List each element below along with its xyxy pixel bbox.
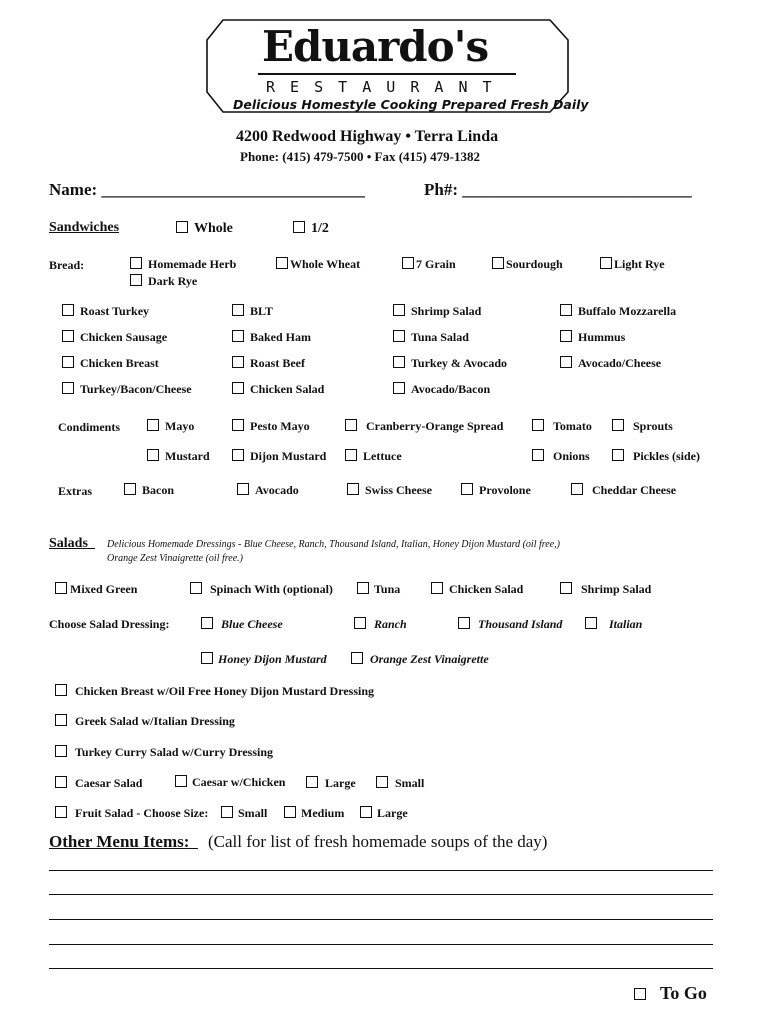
condiment-option[interactable]: Mustard [147, 449, 210, 464]
phone-fax: Phone: (415) 479-7500 • Fax (415) 479-1382 [240, 149, 480, 164]
extra-option[interactable]: Bacon [124, 483, 174, 498]
half-option[interactable]: 1/2 [293, 221, 329, 237]
checkbox[interactable] [293, 221, 305, 233]
salads-heading: Salads [49, 536, 88, 551]
dressing-option[interactable]: Orange Zest Vinaigrette [351, 652, 489, 667]
write-in-line[interactable] [49, 870, 713, 871]
other-items-note: (Call for list of fresh homemade soups of the day) [208, 832, 548, 851]
logo-rule [258, 73, 516, 75]
sandwich-item[interactable]: Avocado/Cheese [560, 356, 661, 371]
logo-sub: R E S T A U R A N T [266, 78, 495, 96]
sandwiches-heading: Sandwiches [49, 220, 120, 235]
extras-label: Extras [58, 484, 92, 498]
sandwich-item[interactable]: Roast Turkey [62, 304, 149, 319]
sandwich-item[interactable]: Turkey & Avocado [393, 356, 507, 371]
bread-option[interactable]: Dark Rye [130, 274, 197, 289]
bread-option[interactable]: 7 Grain [402, 257, 456, 272]
caesar-option[interactable]: Caesar Salad [55, 776, 142, 791]
size-option[interactable]: Large [306, 776, 356, 791]
condiment-option[interactable]: Lettuce [345, 449, 402, 464]
write-in-line[interactable] [49, 944, 713, 945]
sandwich-item[interactable]: Chicken Salad [232, 382, 324, 397]
dressing-label: Choose Salad Dressing: [49, 617, 170, 631]
other-items-heading: Other Menu Items: [49, 832, 190, 851]
sandwich-item[interactable]: Buffalo Mozzarella [560, 304, 676, 319]
write-in-line[interactable] [49, 968, 713, 969]
whole-option[interactable]: Whole [176, 221, 233, 237]
condiment-option[interactable]: Mayo [147, 419, 194, 434]
bread-option[interactable]: Homemade Herb [130, 257, 236, 272]
dressings-note: Delicious Homemade Dressings - Blue Cheese, Ranch, Thousand Island, Italian, Honey Dijon Mustard (oil free,) [107, 539, 560, 550]
condiment-option[interactable]: Onions [532, 449, 590, 464]
dressings-note: Orange Zest Vinaigrette (oil free.) [107, 553, 243, 564]
fruit-salad-option[interactable]: Fruit Salad - Choose Size: [55, 806, 208, 821]
dressing-option[interactable]: Ranch [354, 617, 407, 632]
phone-field[interactable]: Ph#: ___________________________ [424, 180, 692, 199]
salad-type[interactable]: Spinach With (optional) [190, 582, 333, 597]
to-go-option[interactable]: To Go [634, 983, 707, 1004]
extra-option[interactable]: Avocado [237, 483, 299, 498]
extra-option[interactable]: Swiss Cheese [347, 483, 432, 498]
size-option[interactable]: Small [376, 776, 424, 791]
condiments-label: Condiments [58, 420, 121, 434]
size-option[interactable]: Medium [284, 806, 344, 821]
dressing-option[interactable]: Blue Cheese [201, 617, 283, 632]
sandwich-item[interactable]: BLT [232, 304, 273, 319]
sandwich-item[interactable]: Turkey/Bacon/Cheese [62, 382, 192, 397]
checkbox[interactable] [176, 221, 188, 233]
bread-label: Bread: [49, 258, 85, 272]
sandwich-item[interactable]: Baked Ham [232, 330, 311, 345]
size-option[interactable]: Large [360, 806, 408, 821]
salad-type[interactable]: Chicken Salad [431, 582, 523, 597]
salad-type[interactable]: Tuna [357, 582, 400, 597]
condiment-option[interactable]: Dijon Mustard [232, 449, 326, 464]
name-field[interactable]: Name: _______________________________ [49, 180, 365, 199]
dressing-option[interactable]: Thousand Island [458, 617, 562, 632]
logo-tagline: Delicious Homestyle Cooking Prepared Fresh Daily [233, 97, 589, 112]
caesar-option[interactable]: Caesar w/Chicken [175, 775, 285, 790]
bread-option[interactable]: Whole Wheat [276, 257, 360, 272]
condiment-option[interactable]: Tomato [532, 419, 592, 434]
condiment-option[interactable]: Cranberry-Orange Spread [345, 419, 503, 434]
extra-option[interactable]: Provolone [461, 483, 531, 498]
condiment-option[interactable]: Sprouts [612, 419, 673, 434]
sandwich-item[interactable]: Shrimp Salad [393, 304, 481, 319]
write-in-line[interactable] [49, 894, 713, 895]
extra-option[interactable]: Cheddar Cheese [571, 483, 676, 498]
salad-type[interactable]: Shrimp Salad [560, 582, 651, 597]
sandwich-item[interactable]: Chicken Breast [62, 356, 159, 371]
salad-special[interactable]: Greek Salad w/Italian Dressing [55, 714, 235, 729]
salad-type[interactable]: Mixed Green [55, 582, 137, 597]
logo-name: Eduardo's [262, 22, 489, 71]
sandwich-item[interactable]: Tuna Salad [393, 330, 469, 345]
address: 4200 Redwood Highway • Terra Linda [236, 128, 499, 145]
dressing-option[interactable]: Honey Dijon Mustard [201, 652, 327, 667]
dressing-option[interactable]: Italian [585, 617, 642, 632]
sandwich-item[interactable]: Roast Beef [232, 356, 305, 371]
salad-special[interactable]: Chicken Breast w/Oil Free Honey Dijon Mustard Dressing [55, 684, 374, 699]
sandwich-item[interactable]: Avocado/Bacon [393, 382, 490, 397]
size-option[interactable]: Small [221, 806, 267, 821]
condiment-option[interactable]: Pickles (side) [612, 449, 700, 464]
salad-special[interactable]: Turkey Curry Salad w/Curry Dressing [55, 745, 273, 760]
bread-option[interactable]: Sourdough [492, 257, 563, 272]
sandwich-item[interactable]: Hummus [560, 330, 625, 345]
condiment-option[interactable]: Pesto Mayo [232, 419, 310, 434]
write-in-line[interactable] [49, 919, 713, 920]
bread-option[interactable]: Light Rye [600, 257, 665, 272]
sandwich-item[interactable]: Chicken Sausage [62, 330, 167, 345]
